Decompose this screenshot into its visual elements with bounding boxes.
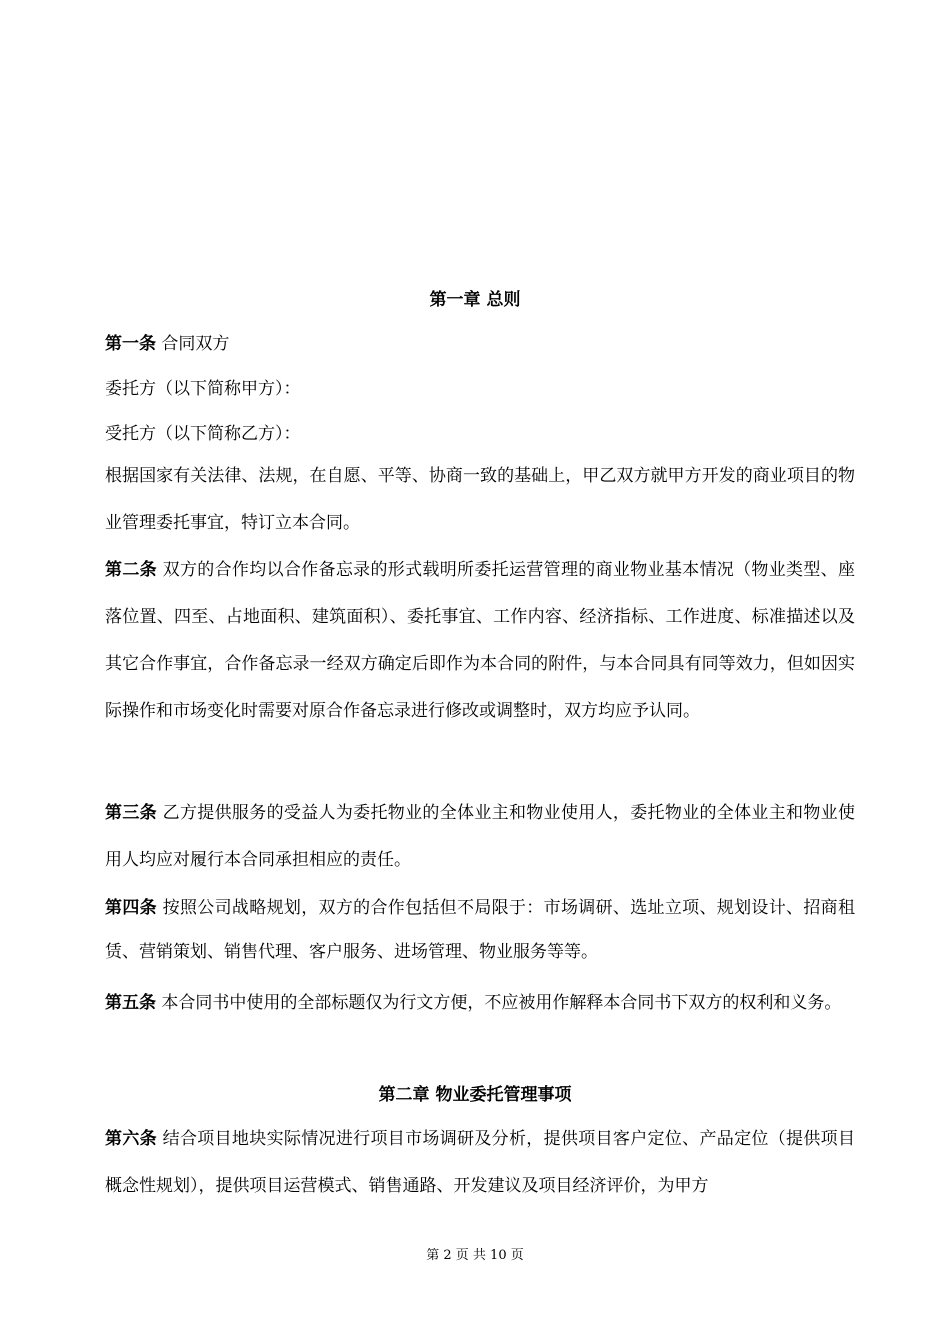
article-5-label: 第五条 [105,993,156,1013]
page-number-footer: 第 2 页 共 10 页 [426,1248,524,1263]
article-1-label: 第一条 [105,334,156,354]
article-3 [105,790,855,884]
article-5-text: 本合同书中使用的全部标题仅为行文方便，不应被用作解释本合同书下双方的权利和义务。 [156,993,842,1013]
article-4-text: 按照公司战略规划，双方的合作包括但不局限于：市场调研、选址立项、规划设计、招商租赁、营销策划、销售代理、客户服务、进场管理、物业服务等等。 [105,898,856,962]
entrustor-line: 委托方（以下简称甲方）： [105,379,301,399]
article-3-label: 第三条 [105,803,157,823]
article-4 [105,886,855,974]
article-6-text: 结合项目地块实际情况进行项目市场调研及分析，提供项目客户定位、产品定位（提供项目概念性规划），提供项目运营模式、销售通路、开发建议及项目经济评价，为甲方 [105,1129,856,1196]
preamble-paragraph: 根据国家有关法律、法规，在自愿、平等、协商一致的基础上，甲乙双方就甲方开发的商业项目的物业管理委托事宜，特订立本合同。 [105,466,855,533]
article-2-label: 第二条 [105,560,157,580]
article-6-label: 第六条 [105,1129,157,1149]
article-4-label: 第四条 [105,898,157,918]
article-1-text: 合同双方 [156,334,230,354]
article-2-text: 双方的合作均以合作备忘录的形式载明所委托运营管理的商业物业基本情况（物业类型、座落位置、四至、占地面积、建筑面积）、委托事宜、工作内容、经济指标、工作进度、标准描述以及其它合作事宜，合作备忘录一经双方确定后即作为本合同的附件，与本合同具有同等效力，但如因实际操作和市场变化时需要对原合作备忘录进行修改或调整时，双方均应予认同。 [105,560,856,721]
chapter-1-title: 第一章 总则 [429,290,521,310]
chapter-2-title: 第二章 物业委托管理事项 [378,1085,572,1105]
article-5 [105,980,855,1027]
entrustee-line: 受托方（以下简称乙方）： [105,424,301,444]
article-6 [105,1116,855,1210]
article-3-text: 乙方提供服务的受益人为委托物业的全体业主和物业使用人，委托物业的全体业主和物业使用人均应对履行本合同承担相应的责任。 [105,803,856,870]
article-1 [105,321,855,368]
article-2 [105,547,855,735]
